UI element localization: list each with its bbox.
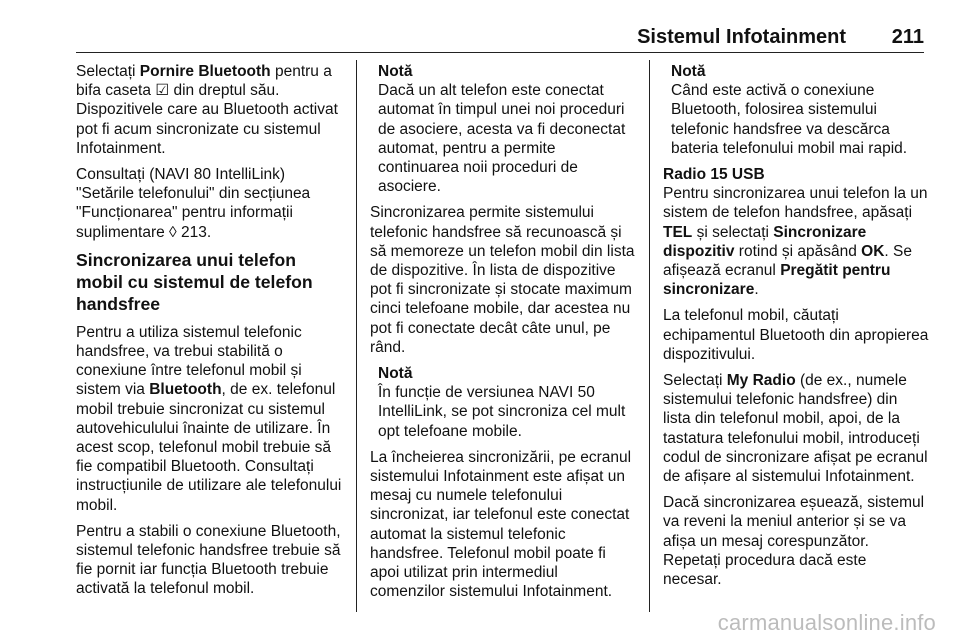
column-divider-1 bbox=[356, 60, 357, 612]
text-run: . Se afișează ecranul bbox=[663, 242, 912, 280]
note-text: În funcție de versiunea NAVI 50 IntelliLink, se pot sincroniza cel mult opt telefoane mobile. bbox=[378, 384, 626, 440]
note-box-2 bbox=[378, 364, 636, 441]
subheading-radio: Radio 15 USB bbox=[663, 166, 765, 184]
col2-paragraph-1: Sincronizarea permite sistemului telefonic handsfree să recunoască și să memoreze un telefon mobil din lista de dispozitive. În lista de dispozitive pot fi sincronizate și stocate maximum cinci telefoane mobile, dar acestea nu pot fi conectate decât câte unul, pe rând. bbox=[370, 204, 635, 356]
bold-term: Pregătit pentru sincronizare bbox=[663, 262, 891, 299]
bold-term: Bluetooth bbox=[149, 381, 222, 399]
col3-paragraph-1 bbox=[663, 184, 929, 299]
bold-term: Sincronizare dispozitiv bbox=[663, 223, 867, 260]
column-3 bbox=[663, 62, 929, 596]
note-title: Notă bbox=[671, 63, 706, 80]
column-1 bbox=[76, 62, 342, 606]
note-text: Dacă un alt telefon este conectat automat în timpul unei noi proceduri de asociere, acesta va fi deconectat automat, pentru a permite continuarea noii proceduri de asociere. bbox=[378, 82, 626, 196]
col1-paragraph-1 bbox=[76, 62, 342, 158]
text-run: Selectați bbox=[76, 63, 140, 80]
text-run: Pentru a stabili o conexiune Bluetooth, sistemul telefonic handsfree trebuie să fie pornit iar funcția Bluetooth trebuie activată la telefonul mobil. bbox=[76, 522, 341, 598]
col3-paragraph-4: Dacă sincronizarea eșuează, sistemul va reveni la meniul anterior și se va afișa un mesaj corespunzător. Repetați procedura dacă este necesar. bbox=[663, 494, 925, 589]
section-heading: Sincronizarea unui telefon mobil cu sistemul de telefon handsfree bbox=[76, 249, 313, 314]
note-box-1 bbox=[378, 62, 636, 196]
text-run: pentru a bifa caseta ☑ din dreptul său. Dispozitivele care au Bluetooth activat pot fi acum sincronizate cu sistemul Infotainment. bbox=[76, 63, 338, 157]
text-run: Consultați (NAVI 80 IntelliLink) "Setările telefonului" din secțiunea "Funcționarea" pentru informații suplimentare ◊ 213. bbox=[76, 166, 311, 241]
note-title: Notă bbox=[378, 63, 413, 80]
bold-term: OK bbox=[861, 242, 885, 260]
watermark: carmanualsonline.info bbox=[717, 610, 936, 635]
column-2 bbox=[370, 62, 636, 608]
note-box-3 bbox=[671, 62, 929, 158]
page-header bbox=[76, 24, 924, 50]
col3-paragraph-2: La telefonul mobil, căutați echipamentul Bluetooth din apropierea dispozitivului. bbox=[663, 307, 929, 363]
bold-term: My Radio bbox=[726, 372, 796, 390]
col1-paragraph-2 bbox=[76, 165, 342, 242]
text-run: . bbox=[754, 281, 759, 299]
page-number: 211 bbox=[891, 26, 924, 48]
text-run: , de ex. telefonul mobil trebuie sincronizat cu sistemul autovehiculului înainte de utilizare. În acest scop, telefonul mobil trebuie să fie compatibil Bluetooth. Consultați instrucțiunile de utilizare ale telefonului mobil. bbox=[76, 381, 342, 514]
column-divider-2 bbox=[649, 60, 650, 612]
col3-paragraph-3 bbox=[663, 371, 929, 486]
col1-paragraph-3 bbox=[76, 323, 342, 515]
text-run: Pentru a utiliza sistemul telefonic handsfree, va trebui stabilită o conexiune între telefonul mobil și sistem via bbox=[76, 323, 302, 399]
note-text: Când este activă o conexiune Bluetooth, folosirea sistemului telefonic handsfree va descărca bateria telefonului mobil mai rapid. bbox=[671, 82, 908, 157]
text-run: și selectați bbox=[692, 223, 774, 241]
header-title: Sistemul Infotainment bbox=[637, 26, 846, 48]
bold-term: Pornire Bluetooth bbox=[139, 63, 271, 80]
header-rule bbox=[76, 52, 924, 53]
note-title: Notă bbox=[378, 365, 413, 383]
col2-paragraph-2: La încheierea sincronizării, pe ecranul sistemului Infotainment este afișat un mesaj cu numele telefonului sincronizat, iar telefonul este conectat automat la sistemul telefonic handsfree. Telefonul mobil poate fi apoi utilizat prin intermediul comenzilor sistemului Infotainment. bbox=[370, 448, 632, 601]
bold-term: TEL bbox=[663, 223, 693, 241]
text-run: rotind și apăsând bbox=[734, 242, 862, 260]
text-run: (de ex., numele sistemului telefonic handsfree) din lista din telefonul mobil, apoi, de la tastatura telefonului mobil, introduceți codul de sincronizare afișat pe ecranul de afișare al sistemului Infotainment. bbox=[663, 372, 928, 486]
text-run: Selectați bbox=[663, 372, 727, 390]
text-run: Pentru sincronizarea unui telefon la un sistem de telefon handsfree, apăsați bbox=[663, 185, 928, 222]
col1-paragraph-4 bbox=[76, 522, 342, 599]
